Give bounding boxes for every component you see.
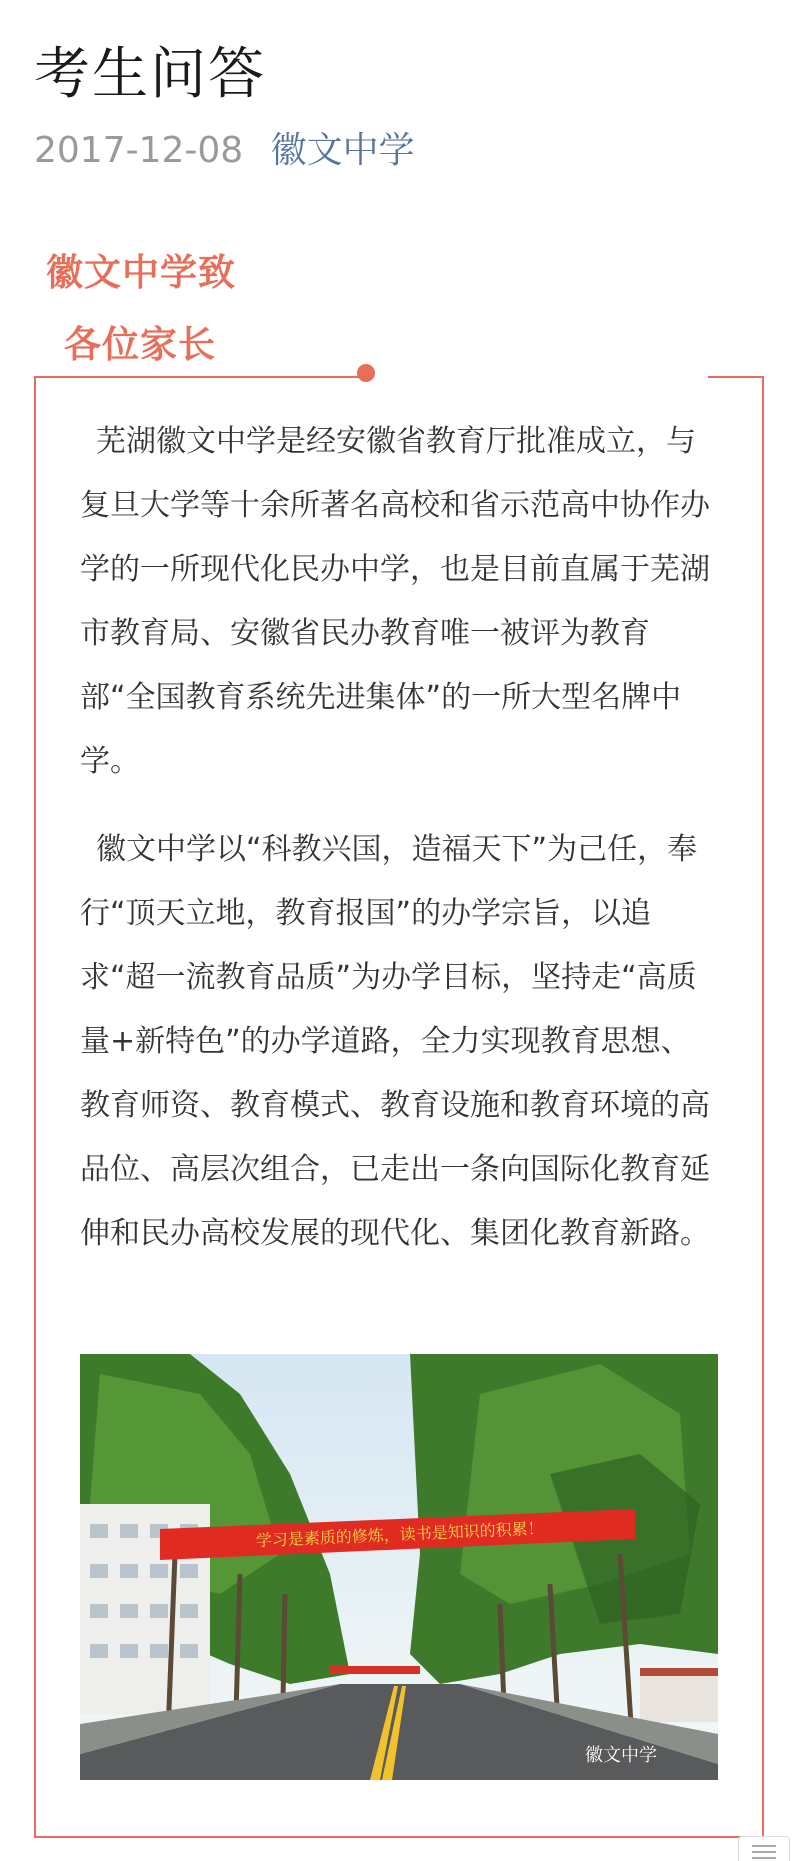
banner-text: 学习是素质的修炼，读书是知识的积累！ [255,1518,545,1551]
frame-border-left [34,376,36,1836]
frame-dot-ornament [357,364,375,382]
intro-paragraph-2: 徽文中学以“科教兴国，造福天下”为己任，奉行“顶天立地，教育报国”的办学宗旨，以追求“超一流教育品质”为办学目标，坚持走“高质量+新特色”的办学道路，全力实现教育思想、教育师资、教育模式、教育设施和教育环境的高品位、高层次组合，已走出一条向国际化教育延伸和民办高校发展的现代化、集团化教育新路。 [80,832,710,1251]
photo-watermark: 徽文中学 [585,1745,657,1766]
section-heading-line2: 各位家长 [64,323,216,366]
account-name-link[interactable]: 徽文中学 [270,130,415,171]
section-heading-line1: 徽文中学致 [46,251,236,294]
frame-border-right [762,376,764,1836]
campus-photo[interactable] [80,1354,718,1780]
article-meta [34,122,415,173]
menu-icon-bar [752,1857,776,1859]
menu-icon-bar [752,1845,776,1847]
article-title: 考生问答 [34,42,266,107]
frame-border-top-right [708,376,764,378]
frame-border-bottom [34,1836,764,1838]
scroll-menu-button[interactable] [738,1836,790,1861]
frame-border-top-left [34,376,364,378]
intro-paragraph-1: 芜湖徽文中学是经安徽省教育厅批准成立，与复旦大学等十余所著名高校和省示范高中协作办学的一所现代化民办中学，也是目前直属于芜湖市教育局、安徽省民办教育唯一被评为教育部“全国教育系统先进集体”的一所大型名牌中学。 [80,424,710,779]
menu-icon-bar [752,1851,776,1853]
campus-photo-illustration [80,1354,718,1780]
publish-date: 2017-12-08 [34,130,244,171]
